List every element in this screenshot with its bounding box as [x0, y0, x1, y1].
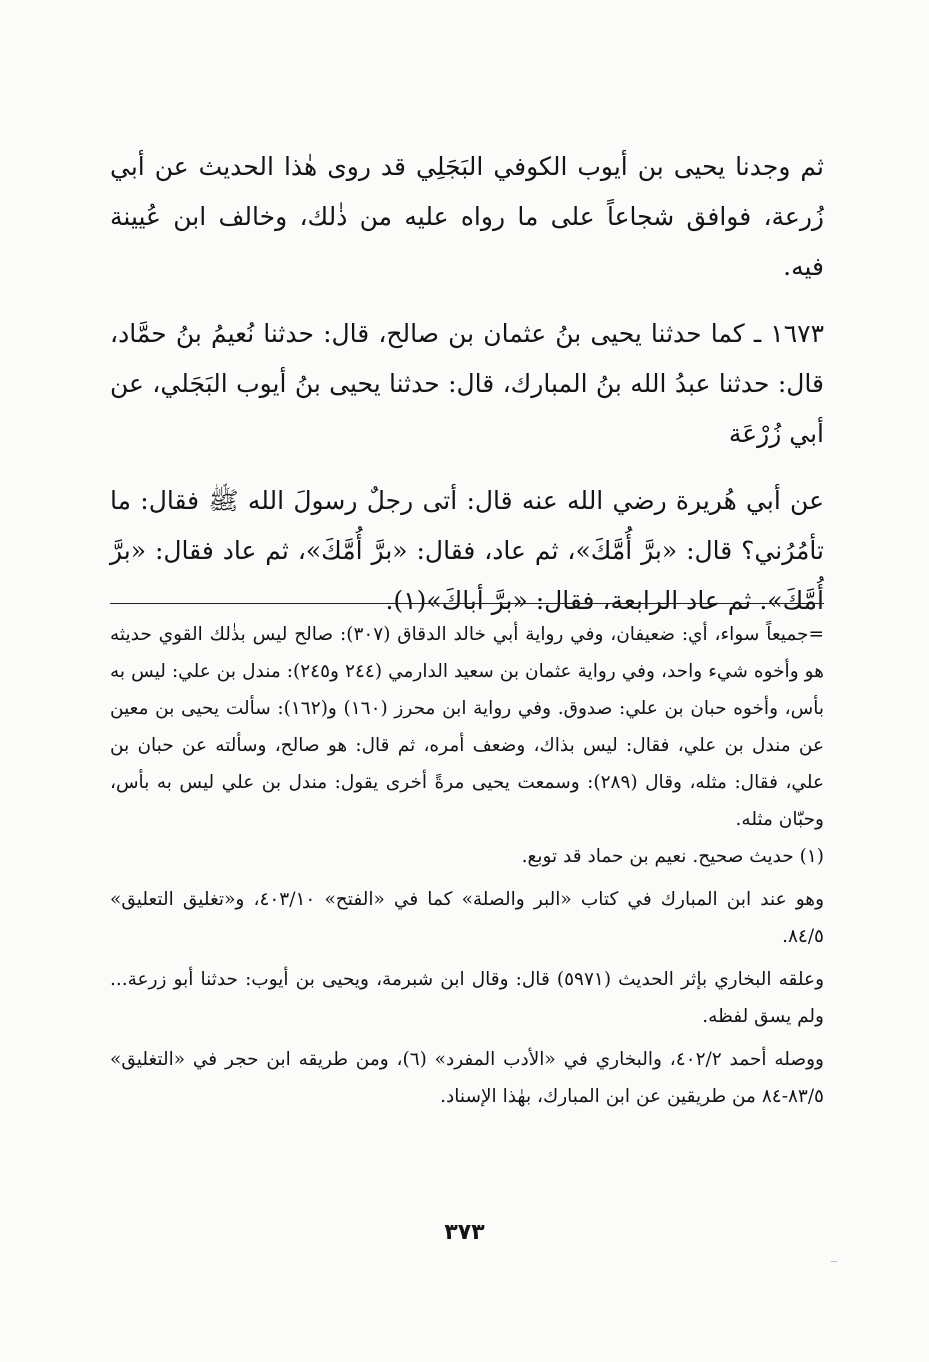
hadith-matn-paragraph: عن أبي هُريرة رضي الله عنه قال: أتى رجلٌ رسولَ الله ﷺ فقال: ما تأمُرُني؟ قال: «برَّ أُمَّكَ»، ثم عاد، فقال: «برَّ أُمَّكَ»، ثم عاد فقال: «برَّ أُمَّكَ». ثم عاد الرابعة، فقال: «برَّ أباكَ»(١).	[110, 486, 824, 615]
footnote-divider	[110, 603, 824, 604]
page-number: ٣٧٣	[444, 1220, 485, 1245]
hadith-isnad-paragraph: ١٦٧٣ ـ كما حدثنا يحيى بنُ عثمان بن صالح، قال: حدثنا نُعيمُ بنُ حمَّاد، قال: حدثنا عبدُ الله بنُ المبارك، قال: حدثنا يحيى بنُ أيوب البَجَلي، عن أبي زُرْعَة	[110, 319, 824, 448]
main-text	[110, 142, 824, 643]
scan-mark	[831, 1261, 837, 1262]
footnote-1-part-2: وهو عند ابن المبارك في كتاب «البر والصلة» كما في «الفتح» ٤٠٣/١٠، و«تغليق التعليق» ٨٤/٥.	[110, 889, 824, 947]
footnote-1-part-3: وعلقه البخاري بإثر الحديث (٥٩٧١) قال: وقال ابن شبرمة، ويحيى بن أيوب: حدثنا أبو زرعة... ولم يسق لفظه.	[110, 969, 824, 1027]
footnotes	[110, 616, 824, 1115]
footnote-continuation: =جميعاً سواء، أي: ضعيفان، وفي رواية أبي خالد الدقاق (٣٠٧): صالح ليس بذٰلك القوي حديثه هو وأخوه شيء واحد، وفي رواية عثمان بن سعيد الدارمي (٢٤٤ و٢٤٥): مندل بن علي: ليس به بأس، وأخوه حبان بن علي: صدوق. وفي رواية ابن محرز (١٦٠) و(١٦٢): سألت يحيى بن معين عن مندل بن علي، فقال: ليس بذاك، وضعف أمره، ثم قال: هو صالح، وسألته عن حبان بن علي، فقال: مثله، وقال (٢٨٩): وسمعت يحيى مرةً أخرى يقول: مندل بن علي ليس به بأس، وحبّان مثله.	[110, 624, 825, 830]
footnote-1: (١) حديث صحيح. نعيم بن حماد قد توبع.	[521, 846, 824, 867]
footnote-1-part-4: ووصله أحمد ٤٠٢/٢، والبخاري في «الأدب المفرد» (٦)، ومن طريقه ابن حجر في «التغليق» ٨٣/٥-٨٤ من طريقين عن ابن المبارك، بهٰذا الإسناد.	[110, 1049, 824, 1107]
main-paragraph-1: ثم وجدنا يحيى بن أيوب الكوفي البَجَلِي قد روى هٰذا الحديث عن أبي زُرعة، فوافق شجاعاً على ما رواه عليه من ذٰلك، وخالف ابن عُيينة فيه.	[110, 152, 824, 281]
